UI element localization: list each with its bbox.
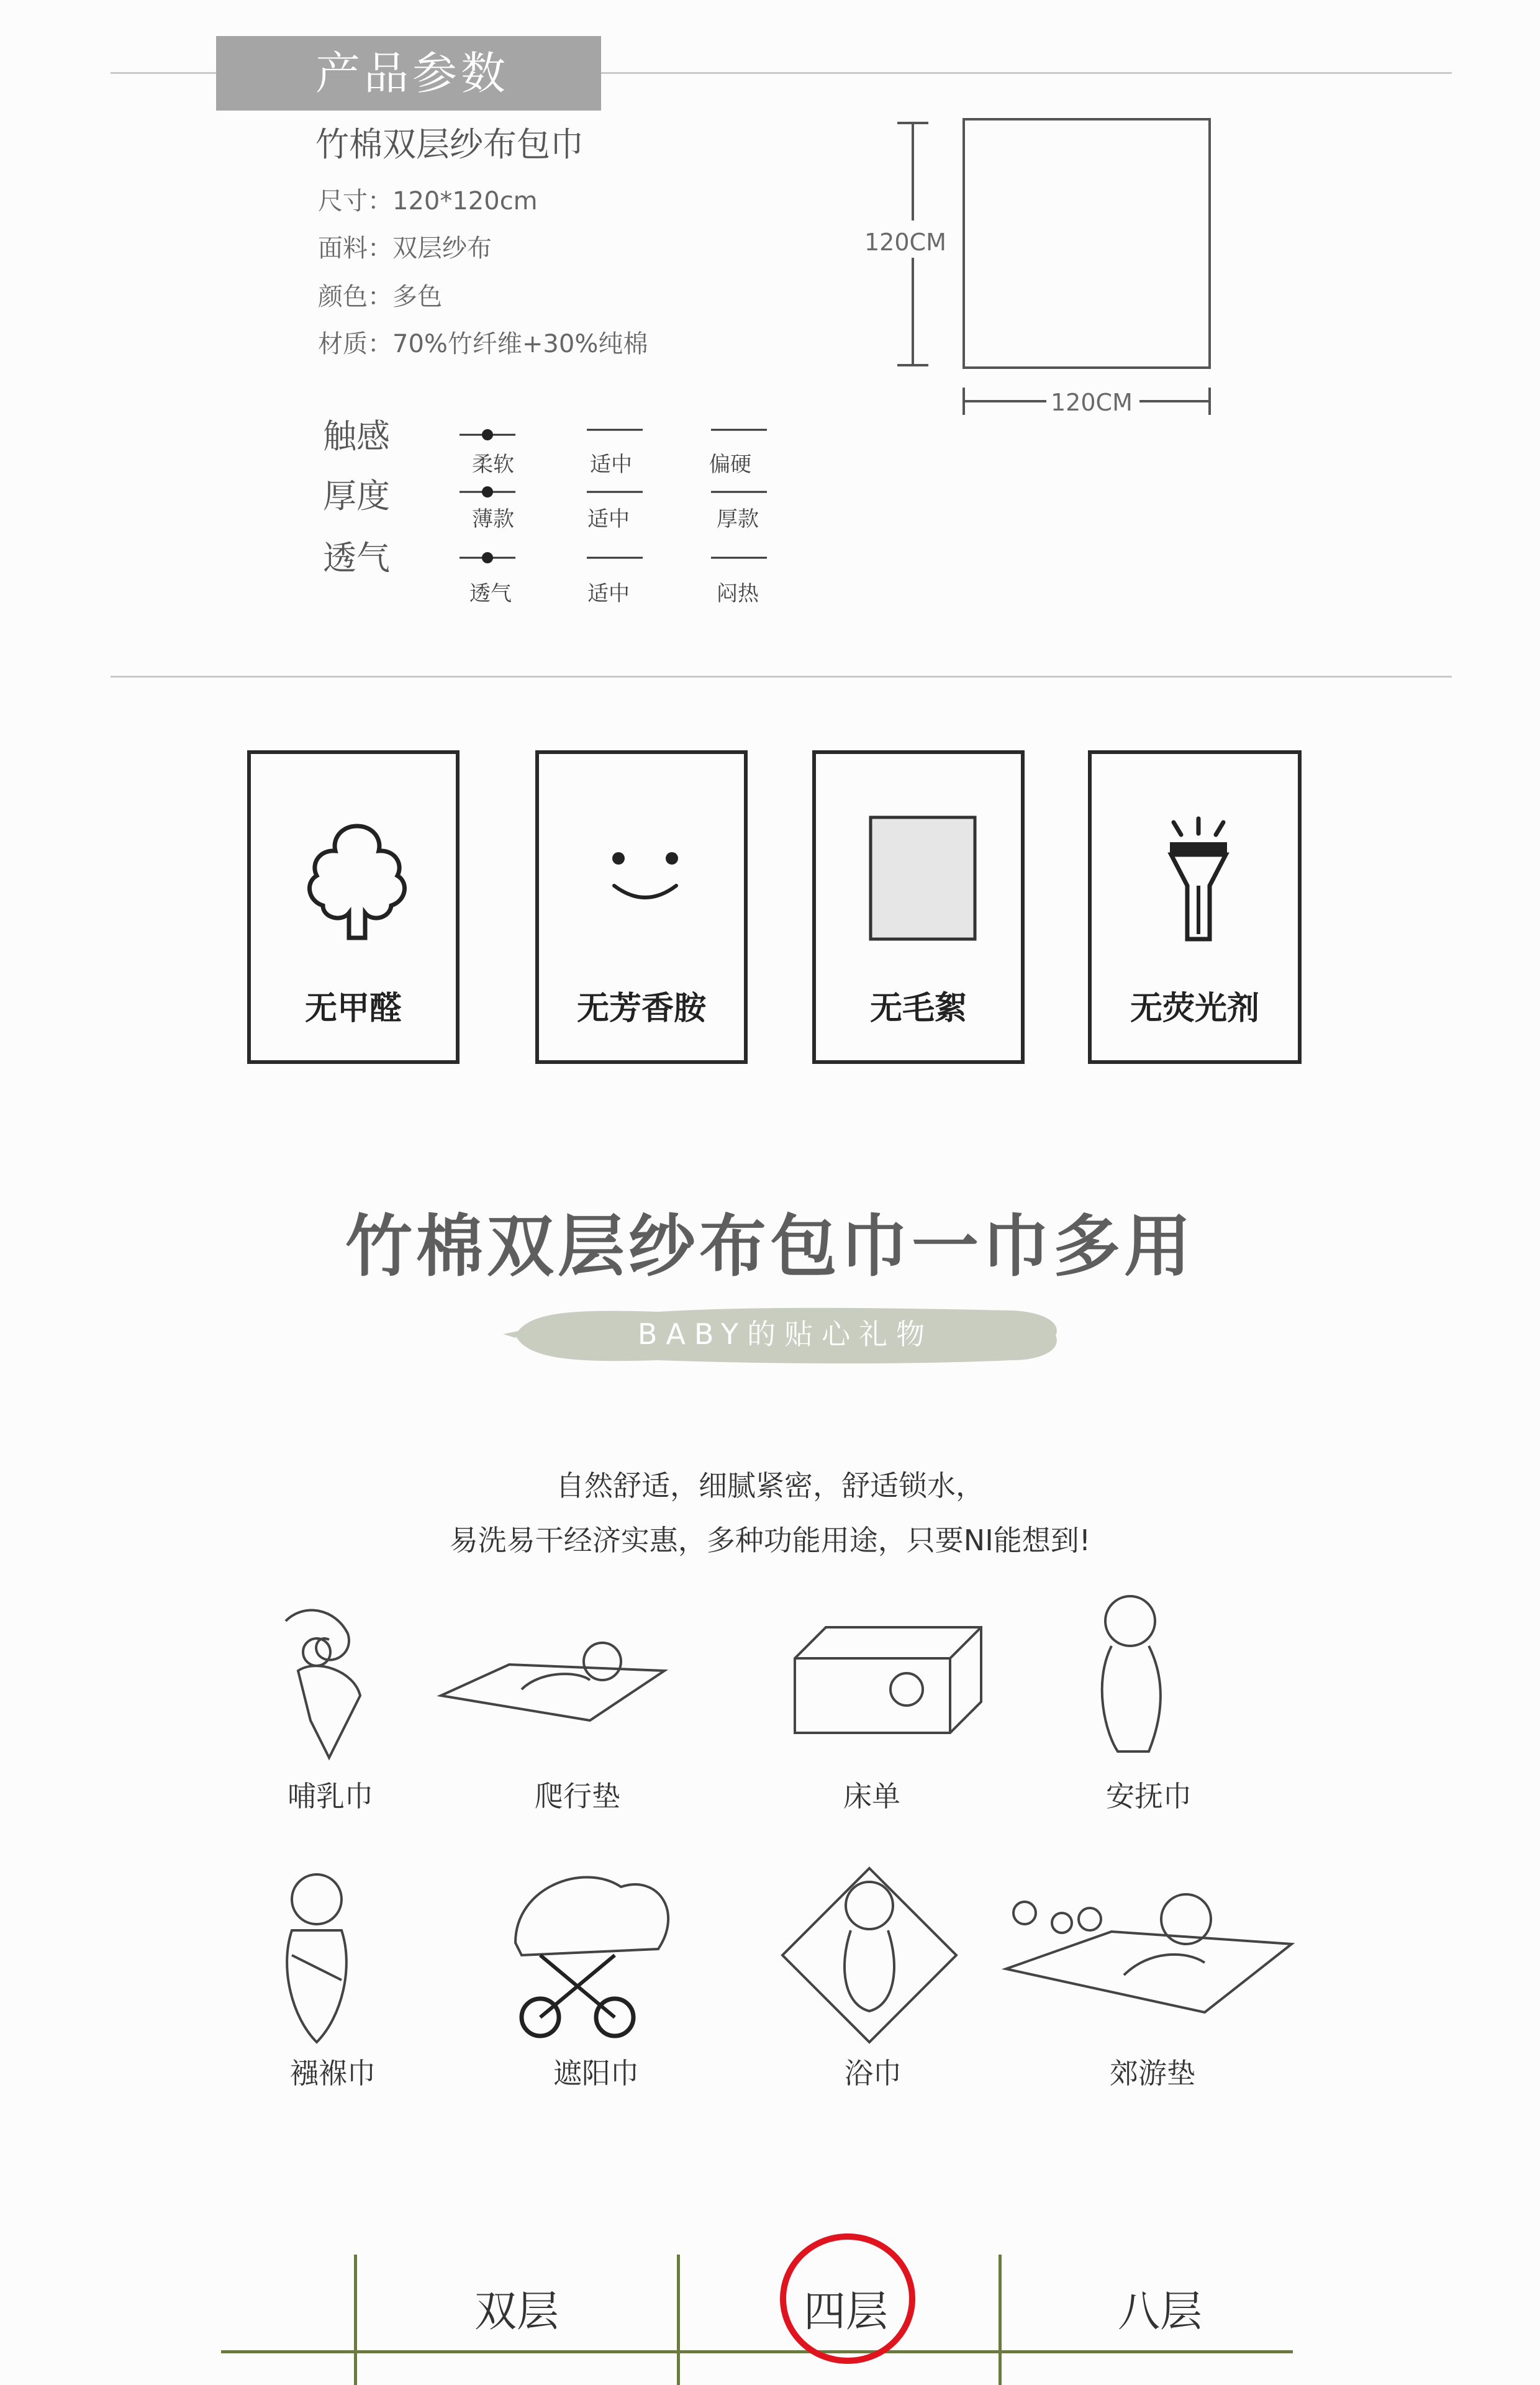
bed-sheet-icon xyxy=(789,1621,987,1745)
scale-air-stuffy: 闷热 xyxy=(717,581,759,606)
use-label: 安抚巾 xyxy=(1106,1779,1192,1813)
swaddle-icon xyxy=(267,1862,366,2048)
bath-towel-icon xyxy=(776,1862,962,2048)
feature-label: 无荧光剂 xyxy=(1130,990,1259,1027)
desc-line-1: 自然舒适，细腻紧密，舒适锁水， xyxy=(556,1469,984,1502)
feature-card-fluorescent xyxy=(1088,750,1302,1064)
feature-label: 无毛絮 xyxy=(869,990,967,1027)
spec-color: 颜色：多色 xyxy=(318,283,442,311)
feature-label: 无甲醛 xyxy=(304,990,402,1027)
fabric-square-icon xyxy=(867,814,979,944)
spec-fabric: 面料：双层纱布 xyxy=(318,234,492,263)
scale-marker xyxy=(482,429,493,440)
badge-text: BABY的贴心礼物 xyxy=(637,1317,934,1351)
tree-icon xyxy=(298,814,416,950)
use-label: 遮阳巾 xyxy=(553,2056,639,2090)
desc-line-2: 易洗易干经济实惠，多种功能用途，只要NI能想到! xyxy=(449,1524,1091,1557)
scale-touch-mid: 适中 xyxy=(590,452,632,477)
use-label: 哺乳巾 xyxy=(288,1779,373,1813)
scale-thick-thick: 厚款 xyxy=(717,507,759,532)
layer-option-double: 双层 xyxy=(474,2287,559,2337)
layer-option-eight: 八层 xyxy=(1117,2287,1202,2337)
scale-marker xyxy=(482,552,493,563)
scale-marker xyxy=(482,486,493,497)
feature-card-formaldehyde xyxy=(247,750,460,1064)
product-name: 竹棉双层纱布包巾 xyxy=(315,125,584,164)
params-tag: 产品参数 xyxy=(216,36,601,111)
scale-touch-hard: 偏硬 xyxy=(709,452,751,477)
highlight-circle xyxy=(776,2227,919,2370)
layers-table-hline xyxy=(221,2350,1293,2353)
layers-table-vline xyxy=(677,2255,680,2385)
stroller-shade-icon xyxy=(497,1862,683,2048)
crawling-mat-icon xyxy=(435,1627,671,1739)
layers-table-vline xyxy=(354,2255,357,2385)
params-bottom-divider xyxy=(111,676,1452,678)
rating-label-thickness: 厚度 xyxy=(323,476,390,516)
scale-touch-soft: 柔软 xyxy=(472,452,514,477)
use-label: 浴巾 xyxy=(845,2056,902,2090)
feature-card-amine xyxy=(535,750,748,1064)
comforter-icon xyxy=(1080,1584,1180,1770)
multi-use-title: 竹棉双层纱布包巾一巾多用 xyxy=(345,1208,1195,1286)
flashlight-icon xyxy=(1161,816,1236,947)
picnic-mat-icon xyxy=(1000,1876,1298,2025)
layer-option-four: 四层 xyxy=(803,2287,888,2337)
dimension-height-label: 120CM xyxy=(864,229,946,256)
layers-table-vline xyxy=(999,2255,1002,2385)
use-label: 床单 xyxy=(843,1779,900,1813)
feature-label: 无芳香胺 xyxy=(576,990,706,1027)
scale-air-breathable: 透气 xyxy=(469,581,512,606)
dimension-width-label: 120CM xyxy=(1051,389,1133,416)
use-label: 郊游垫 xyxy=(1110,2056,1195,2090)
spec-material: 材质：70%竹纤维+30%纯棉 xyxy=(318,330,648,358)
spec-size: 尺寸：120*120cm xyxy=(318,187,538,216)
scale-thick-thin: 薄款 xyxy=(472,507,514,532)
feature-card-lint xyxy=(812,750,1025,1064)
rating-label-breathability: 透气 xyxy=(323,538,390,578)
smile-icon xyxy=(599,841,692,915)
use-label: 襁褓巾 xyxy=(290,2056,376,2090)
scale-thick-mid: 适中 xyxy=(587,507,630,532)
nursing-cover-icon xyxy=(261,1596,385,1770)
scale-air-mid: 适中 xyxy=(587,581,630,606)
size-diagram xyxy=(857,112,1230,422)
rating-label-touch: 触感 xyxy=(323,417,390,456)
use-label: 爬行垫 xyxy=(535,1779,620,1813)
